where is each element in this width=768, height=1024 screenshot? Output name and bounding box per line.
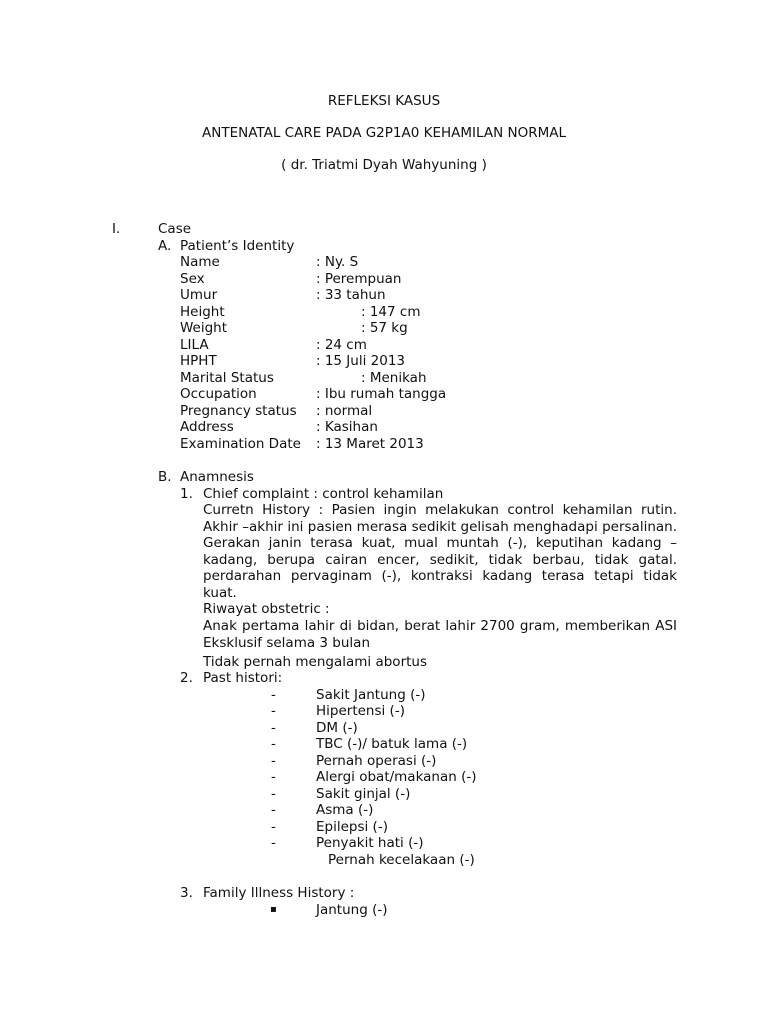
list-item: Jantung (-) [316, 902, 388, 918]
anamnesis-heading: Anamnesis [180, 469, 254, 485]
identity-value: : 57 kg [361, 320, 408, 336]
identity-label: Occupation [180, 386, 257, 402]
family-history-heading: Family Illness History : [203, 885, 355, 901]
abortion-history: Tidak pernah mengalami abortus [203, 654, 428, 670]
identity-label: Weight [180, 320, 228, 336]
list-item-continuation: Pernah kecelakaan (-) [328, 852, 475, 868]
section-number: I. [112, 221, 121, 237]
list-item: Asma (-) [316, 802, 374, 818]
list-bullet: - [271, 687, 276, 703]
identity-label: Marital Status [180, 370, 274, 386]
identity-marker: A. [158, 238, 172, 254]
chief-complaint-number: 1. [180, 486, 193, 502]
list-item: DM (-) [316, 720, 358, 736]
document-author: ( dr. Triatmi Dyah Wahyuning ) [281, 157, 487, 173]
list-item: Penyakit hati (-) [316, 835, 424, 851]
identity-value: : Menikah [361, 370, 427, 386]
identity-value: : 24 cm [316, 337, 367, 353]
list-item: Sakit Jantung (-) [316, 687, 426, 703]
identity-label: Sex [180, 271, 205, 287]
identity-value: : 15 Juli 2013 [316, 353, 405, 369]
identity-label: Umur [180, 287, 218, 303]
identity-label: Examination Date [180, 436, 301, 452]
list-item: Pernah operasi (-) [316, 753, 437, 769]
identity-value: : Perempuan [316, 271, 402, 287]
list-bullet: - [271, 819, 276, 835]
list-bullet: - [271, 720, 276, 736]
past-history-number: 2. [180, 670, 193, 686]
identity-heading: Patient’s Identity [180, 238, 295, 254]
list-bullet: - [271, 802, 276, 818]
chief-complaint: Chief complaint : control kehamilan [203, 486, 444, 502]
family-history-number: 3. [180, 885, 193, 901]
identity-label: HPHT [180, 353, 217, 369]
list-item: Hipertensi (-) [316, 703, 405, 719]
identity-value: : 147 cm [361, 304, 421, 320]
identity-label: Address [180, 419, 234, 435]
document-title: REFLEKSI KASUS [327, 93, 441, 109]
identity-value: : 33 tahun [316, 287, 386, 303]
section-title: Case [158, 221, 192, 237]
list-bullet: - [271, 835, 276, 851]
list-bullet: - [271, 736, 276, 752]
list-bullet: - [271, 703, 276, 719]
identity-label: Pregnancy status [180, 403, 297, 419]
list-item: Sakit ginjal (-) [316, 786, 411, 802]
identity-value: : 13 Maret 2013 [316, 436, 424, 452]
identity-label: Name [180, 254, 220, 270]
identity-value: : Ny. S [316, 254, 359, 270]
list-item: Epilepsi (-) [316, 819, 388, 835]
square-bullet: ▪ [270, 904, 277, 915]
identity-label: Height [180, 304, 225, 320]
identity-value: : Kasihan [316, 419, 378, 435]
list-item: TBC (-)/ batuk lama (-) [316, 736, 468, 752]
list-item: Alergi obat/makanan (-) [316, 769, 477, 785]
identity-value: : Ibu rumah tangga [316, 386, 447, 402]
list-bullet: - [271, 786, 276, 802]
identity-label: LILA [180, 337, 209, 353]
past-history-heading: Past histori: [203, 670, 283, 686]
identity-value: : normal [316, 403, 373, 419]
document-subtitle: ANTENATAL CARE PADA G2P1A0 KEHAMILAN NORMAL [202, 125, 566, 141]
anamnesis-marker: B. [158, 469, 172, 485]
list-bullet: - [271, 753, 276, 769]
obstetric-heading: Riwayat obstetric : [203, 601, 330, 617]
list-bullet: - [271, 769, 276, 785]
current-history-paragraph: Curretn History : Pasien ingin melakukan control kehamilan rutin. Akhir –akhir ini pasien merasa sedikit gelisah menghadapi persalinan. Gerakan janin terasa kuat, mual muntah (-), keputihan kadang – kadang, berupa cairan encer, sedikit, tidak berbau, tidak gatal. perdarahan pervaginam (-), kontraksi kadang terasa tetapi tidak kuat. [203, 502, 677, 601]
obstetric-paragraph: Anak pertama lahir di bidan, berat lahir 2700 gram, memberikan ASI Eksklusif selama 3 bulan [203, 618, 677, 651]
